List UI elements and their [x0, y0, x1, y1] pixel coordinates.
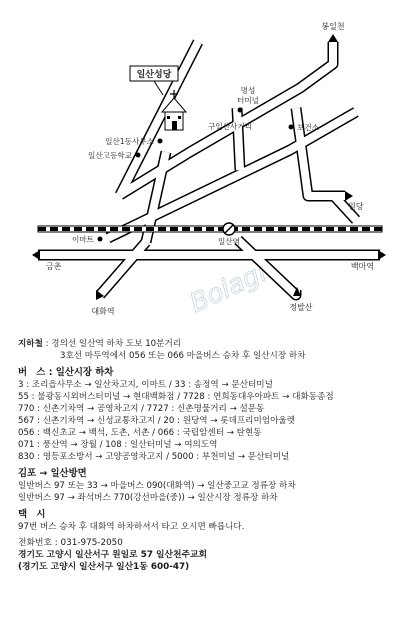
road-network — [38, 42, 380, 295]
arrow-up-icon — [328, 34, 338, 42]
taxi-line: 97번 버스 승차 후 대화역 하차하셔서 타고 오시면 빠릅니다. — [18, 522, 245, 532]
label-geumchon: 금촌 — [46, 262, 62, 271]
bus-line: 3 : 조리읍사무소 → 일산차고지, 이마트 / 33 : 송정역 → 문산터미널 — [18, 380, 273, 390]
label-gu-ilsan: 구일산사거리 — [207, 122, 253, 131]
label-ilsan-station: 일산역 — [217, 237, 241, 246]
bus-line: 770 : 신촌기차역 → 공영차고지 / 7727 : 신촌명물거리 → 설문동 — [18, 404, 265, 414]
subway-section: 지하철 : 경의선 일산역 하차 도보 10분거리 — [18, 339, 182, 349]
label-highschool: 일산고등학교 — [87, 151, 132, 160]
label-wondang: 원당 — [348, 202, 364, 211]
watermark: Boiagi — [185, 257, 272, 319]
label-ilsan1dong: 일산1동사무소 — [105, 137, 154, 146]
bus-line: 567 : 신촌기차역 → 신성교통차고지 / 20 : 원당역 → 롯데프리미엄아울렛 — [18, 416, 295, 426]
highschool-dot — [136, 153, 141, 158]
bus-line: 071 : 풍산역 → 장월 / 108 : 일산터미널 → 여의도역 — [18, 440, 218, 450]
directions-info — [18, 338, 388, 573]
health-dot — [289, 125, 294, 130]
label-baekmayeok: 백마역 — [350, 262, 374, 271]
gimpo-line: 일반버스 97 또는 33 → 마을버스 090(대화역) → 일산중고교 정류장 하차 — [18, 481, 296, 491]
bus-line: 55 : 불광동시외버스터미널 → 현대백화점 / 7728 : 연희동대우아파트 → 대화동종점 — [18, 392, 334, 402]
taxi-heading: 택 시 — [18, 509, 46, 520]
emart-dot — [98, 237, 103, 242]
bus-line: 056 : 백신초교 → 백석, 도촌, 서촌 / 066 : 국립암센터 → 탄현동 — [18, 428, 262, 438]
label-jeongbalsan: 정발산 — [289, 303, 313, 312]
subway-line-1: 경의선 일산역 하차 도보 10분거리 — [51, 339, 182, 349]
station-marker — [223, 223, 235, 235]
arrow-right-icon — [378, 250, 386, 260]
arrow-left-icon — [32, 250, 40, 260]
address-line-1: 경기도 고양시 일산서구 원일로 57 일산천주교회 — [18, 550, 208, 560]
label-health: 보건소 — [297, 123, 320, 132]
subway-line-2: 3호선 마두역에서 056 또는 066 마을버스 승차 후 일산시장 하차 — [60, 351, 306, 361]
label-terminal: 터미널 — [236, 96, 260, 105]
gimpo-line: 일반버스 97 → 좌석버스 770(강선마을(중)) → 일산시장 정류장 하차 — [18, 493, 278, 503]
terminal-dot — [238, 108, 243, 113]
subway-heading: 지하철 — [18, 339, 43, 349]
label-daehwayeok: 대화역 — [91, 307, 115, 316]
label-bongilcheon: 봉일천 — [321, 22, 345, 31]
address-line-2: (경기도 고양시 일산서구 일산1동 600-47) — [18, 562, 190, 572]
railway-line — [38, 226, 382, 232]
label-emart: 이마트 — [71, 235, 94, 244]
gimpo-heading: 김포 → 일산방면 — [18, 468, 87, 479]
bus-heading: 버 스 : 일산시장 하차 — [18, 367, 114, 378]
phone-number: 전화번호 : 031-975-2050 — [18, 538, 123, 548]
bus-line: 830 : 영등포소방서 → 고양공영차고지 / 5000 : 부천미널 → 문산터미널 — [18, 452, 290, 462]
arrow-right-icon — [345, 191, 353, 201]
label-myeongseong: 명성 — [240, 86, 256, 95]
ilsan1dong-dot — [158, 139, 163, 144]
church-label: 일산성당 — [136, 70, 172, 80]
